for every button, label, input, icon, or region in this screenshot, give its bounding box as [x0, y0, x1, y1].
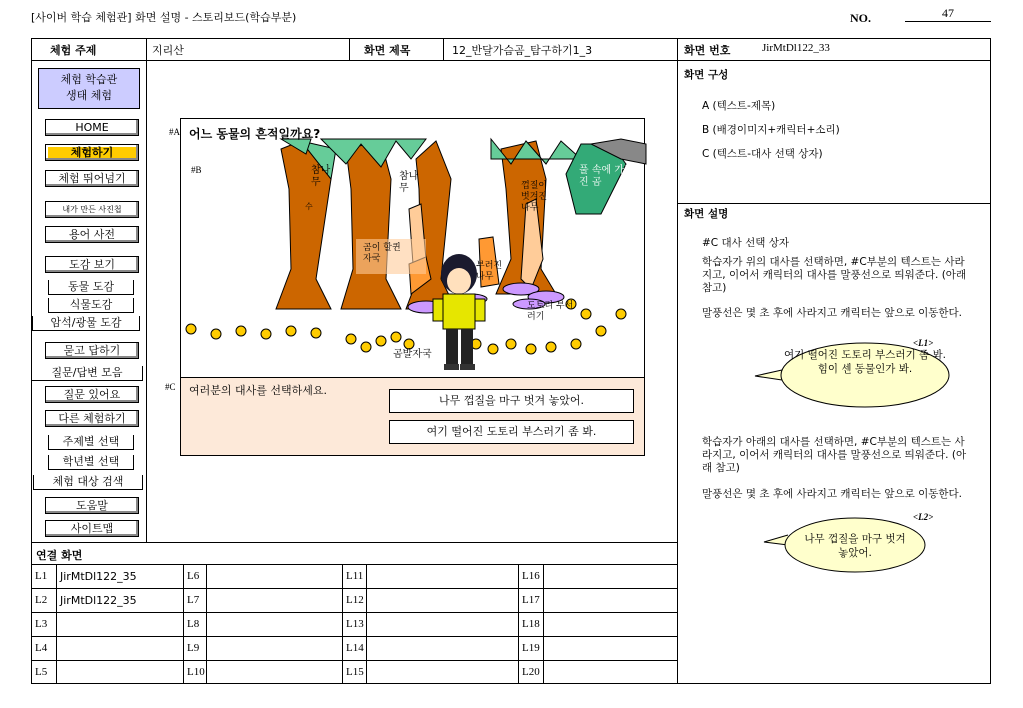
- composition-item-b: B (배경이미지+캐릭터+소리): [702, 124, 840, 136]
- link-id: L19: [522, 642, 540, 654]
- label-stripped-tree: 껍질이 벗겨진 나무: [521, 181, 548, 213]
- nav-button-7[interactable]: 동물 도감: [48, 280, 134, 295]
- description-para-1: 학습자가 위의 대사를 선택하면, #C부분의 텍스트는 사라지고, 이어서 캐릭터의 대사를 말풍선으로 띄워준다. (아래 참고): [702, 256, 967, 294]
- link-id: L13: [346, 618, 364, 630]
- dialogue-prompt: 여러분의 대사를 선택하세요.: [189, 384, 328, 397]
- nav-button-14[interactable]: 주제별 선택: [48, 435, 134, 450]
- scene-area: [169, 118, 645, 378]
- link-id: L6: [187, 570, 200, 582]
- tag-a: #A: [169, 127, 180, 137]
- nav-button-16[interactable]: 체험 대상 검색: [33, 475, 143, 490]
- screen-no-label: 화면 번호: [684, 44, 731, 57]
- link-id: L20: [522, 666, 540, 678]
- nav-button-11[interactable]: 질문/답변 모음: [31, 366, 143, 381]
- nav-button-12[interactable]: 질문 있어요: [45, 386, 139, 403]
- dialogue-option-2[interactable]: 여기 떨어진 도토리 부스러기 좀 봐.: [389, 420, 634, 444]
- link-id: L9: [187, 642, 200, 654]
- link-id: L2: [35, 594, 48, 606]
- screen-no-value: JirMtDl122_33: [762, 42, 830, 54]
- label-footprints: 곰발자국: [393, 349, 432, 360]
- description-para-4: 말풍선은 몇 초 후에 사라지고 캐릭터는 앞으로 이동한다.: [702, 488, 962, 500]
- link-id: L7: [187, 594, 200, 606]
- bubble-2-text: 나무 껍질을 마구 벗겨 놓았어.: [804, 533, 906, 559]
- nav-button-9[interactable]: 암석/광물 도감: [32, 316, 140, 331]
- label-broken-tree: 부러진 나무: [476, 261, 503, 282]
- label-hidden-bear: 풀 속에 가려진 곰: [579, 165, 634, 188]
- dialogue-select-box: [165, 378, 645, 456]
- subject-value: 지리산: [152, 44, 184, 57]
- link-id: L4: [35, 642, 48, 654]
- page-number-label: NO.: [850, 11, 871, 25]
- label-claw-marks: 곰이 할퀸 자국: [363, 243, 401, 264]
- nav-button-15[interactable]: 학년별 선택: [48, 455, 134, 470]
- subject-label: 체험 주제: [50, 44, 97, 57]
- scene-illustration: [181, 119, 646, 379]
- label-soo: 수: [305, 202, 313, 211]
- l2-tag: <L2>: [913, 512, 934, 522]
- tag-c: #C: [165, 382, 176, 392]
- composition-title: 화면 구성: [684, 69, 729, 81]
- link-target[interactable]: JirMtDl122_35: [60, 594, 137, 607]
- nav-button-4[interactable]: 내가 만든 사진첩: [45, 201, 139, 218]
- link-id: L17: [522, 594, 540, 606]
- link-id: L8: [187, 618, 200, 630]
- scene-title: 어느 동물의 흔적일까요?: [189, 127, 321, 141]
- nav-button-10[interactable]: 묻고 답하기: [45, 342, 139, 359]
- label-oak-2: 참나무: [399, 171, 419, 194]
- composition-item-a: A (텍스트-제목): [702, 100, 776, 112]
- c-heading: #C 대사 선택 상자: [702, 237, 790, 249]
- nav-header-label: 체험 학습관 생태 체험: [60, 73, 118, 102]
- link-id: L15: [346, 666, 364, 678]
- link-id: L18: [522, 618, 540, 630]
- link-id: L14: [346, 642, 364, 654]
- link-id: L1: [35, 570, 48, 582]
- link-id: L3: [35, 618, 48, 630]
- dialogue-option-1[interactable]: 나무 껍질을 마구 벗겨 놓았어.: [389, 389, 634, 413]
- page-number-value: 47: [905, 6, 991, 22]
- bubble-1-text: 여기 떨어진 도토리 부스러기 좀 봐. 힘이 센 동물인가 봐.: [783, 349, 947, 375]
- nav-button-3[interactable]: 체험 뛰어넘기: [45, 170, 139, 187]
- links-title: 연결 화면: [36, 549, 83, 562]
- nav-button-8[interactable]: 식물도감: [48, 298, 134, 313]
- document-title: [사이버 학습 체험관] 화면 설명 - 스토리보드(학습부분): [31, 11, 297, 24]
- tag-b: #B: [191, 165, 202, 175]
- nav-button-5[interactable]: 용어 사전: [45, 226, 139, 243]
- description-para-3: 학습자가 아래의 대사를 선택하면, #C부분의 텍스트는 사라지고, 이어서 캐릭터의 대사를 말풍선으로 띄워준다. (아래 참고): [702, 436, 967, 474]
- nav-button-13[interactable]: 다른 체험하기: [45, 410, 139, 427]
- link-target[interactable]: JirMtDl122_35: [60, 570, 137, 583]
- link-id: L12: [346, 594, 364, 606]
- label-oak-1: 참나무: [311, 165, 331, 188]
- description-para-2: 말풍선은 몇 초 후에 사라지고 캐릭터는 앞으로 이동한다.: [702, 307, 962, 319]
- link-id: L11: [346, 570, 364, 582]
- link-id: L16: [522, 570, 540, 582]
- nav-button-2[interactable]: 체험하기: [45, 144, 139, 161]
- nav-button-18[interactable]: 사이트맵: [45, 520, 139, 537]
- screen-title-value: 12_반달가슴곰_탐구하기1_3: [452, 44, 593, 57]
- l1-tag: <L1>: [913, 338, 934, 348]
- description-title: 화면 설명: [684, 208, 729, 220]
- label-acorn-crumbs: 도토리 부서러기: [527, 301, 574, 322]
- composition-item-c: C (텍스트-대사 선택 상자): [702, 148, 823, 160]
- screen-title-label: 화면 제목: [364, 44, 411, 57]
- nav-button-6[interactable]: 도감 보기: [45, 256, 139, 273]
- nav-button-1[interactable]: HOME: [45, 119, 139, 136]
- nav-button-17[interactable]: 도움말: [45, 497, 139, 514]
- link-id: L10: [187, 666, 205, 678]
- nav-header: [38, 68, 140, 109]
- link-id: L5: [35, 666, 48, 678]
